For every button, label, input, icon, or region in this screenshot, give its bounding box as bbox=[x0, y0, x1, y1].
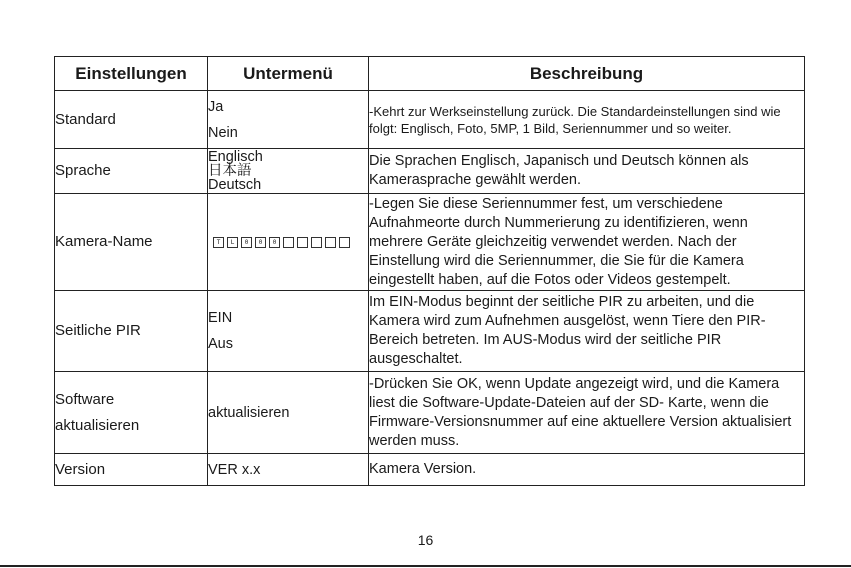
character-box bbox=[325, 237, 336, 248]
description: -Legen Sie diese Seriennummer fest, um verschiedene Aufnahmeorte durch Nummerierung zu identifizieren, wenn mehrere Geräte gleichzeitig verwendet werden. Nach der Einstellung wird die Seriennummer, die Sie für die Kamera eingestellt haben, auf die Fotos oder Videos gestempelt. bbox=[369, 194, 805, 291]
submenu-option: Aus bbox=[208, 336, 233, 352]
character-box bbox=[339, 237, 350, 248]
header-submenu: Untermenü bbox=[208, 57, 369, 91]
description: -Kehrt zur Werkseinstellung zurück. Die Standardeinstellungen sind wie folgt: Englisch, Foto, 5MP, 1 Bild, Seriennummer und so weiter. bbox=[369, 91, 805, 149]
header-description: Beschreibung bbox=[369, 57, 805, 91]
submenu-options bbox=[208, 149, 369, 194]
table-row bbox=[55, 194, 805, 291]
character-box bbox=[311, 237, 322, 248]
table-row bbox=[55, 291, 805, 372]
submenu-option: Deutsch bbox=[208, 177, 262, 193]
table-row bbox=[55, 372, 805, 454]
setting-name: Seitliche PIR bbox=[55, 291, 208, 372]
character-box: L bbox=[227, 237, 238, 248]
submenu-option: aktualisieren bbox=[208, 404, 290, 421]
character-box: 0 bbox=[241, 237, 252, 248]
submenu-options bbox=[208, 454, 369, 486]
description: Die Sprachen Englisch, Japanisch und Deutsch können als Kamerasprache gewählt werden. bbox=[369, 149, 805, 194]
character-box-row bbox=[210, 237, 368, 248]
character-box: 0 bbox=[255, 237, 266, 248]
submenu-option: Ja bbox=[208, 98, 224, 115]
character-box: 0 bbox=[269, 237, 280, 248]
setting-name: Sprache bbox=[55, 149, 208, 194]
page-bottom-rule bbox=[0, 565, 851, 567]
description: Kamera Version. bbox=[369, 454, 805, 486]
setting-name: Standard bbox=[55, 91, 208, 149]
table-row bbox=[55, 454, 805, 486]
settings-table bbox=[54, 56, 805, 486]
character-box bbox=[283, 237, 294, 248]
header-settings: Einstellungen bbox=[55, 57, 208, 91]
description: Im EIN-Modus beginnt der seitliche PIR zu arbeiten, und die Kamera wird zum Aufnehmen ausgelöst, wenn Tiere den PIR-Bereich betreten. Im AUS-Modus wird der seitliche PIR ausgeschaltet. bbox=[369, 291, 805, 372]
character-box bbox=[297, 237, 308, 248]
submenu-option: VER x.x bbox=[208, 461, 261, 478]
setting-name: Software aktualisieren bbox=[55, 372, 208, 454]
camera-name-boxes bbox=[208, 194, 369, 291]
submenu-options bbox=[208, 372, 369, 454]
table-row bbox=[55, 149, 805, 194]
description: -Drücken Sie OK, wenn Update angezeigt wird, und die Kamera liest die Software-Update-Dateien auf der SD- Karte, wenn die Firmware-Versionsnummer auf eine aktuellere Version aktualisiert werden muss. bbox=[369, 372, 805, 454]
submenu-option: EIN bbox=[208, 310, 233, 326]
table-header-row bbox=[55, 57, 805, 91]
setting-name: Version bbox=[55, 454, 208, 486]
submenu-options bbox=[208, 291, 369, 372]
setting-name: Kamera-Name bbox=[55, 194, 208, 291]
submenu-options bbox=[208, 91, 369, 149]
page-number: 16 bbox=[417, 532, 434, 548]
table-row bbox=[55, 91, 805, 149]
submenu-option: 日本語 bbox=[208, 163, 252, 179]
character-box: T bbox=[213, 237, 224, 248]
submenu-option: Nein bbox=[208, 124, 238, 141]
submenu-option: Englisch bbox=[208, 149, 263, 165]
